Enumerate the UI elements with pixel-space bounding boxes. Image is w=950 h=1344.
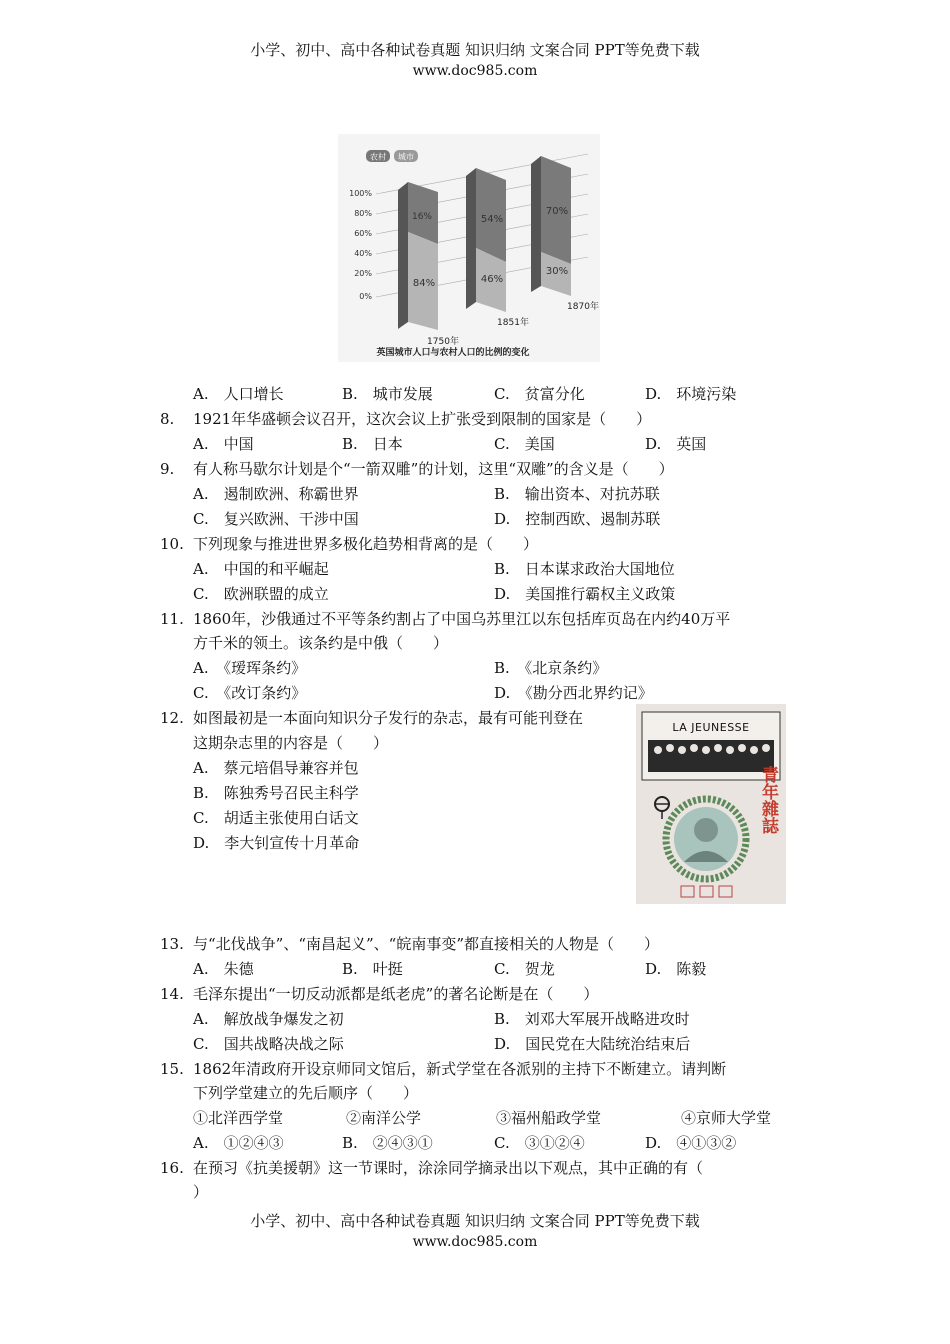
q15-option-d: D. ④①③② [645, 1134, 737, 1152]
cover-title: LA JEUNESSE [672, 721, 750, 734]
q10-option-a: A. 中国的和平崛起 [193, 560, 329, 578]
bar-1750-top-label: 16% [411, 212, 433, 222]
q15-item-4: ④京师大学堂 [681, 1109, 772, 1127]
q12-option-d: D. 李大钊宣传十月革命 [193, 834, 360, 852]
q13-option-c: C. 贺龙 [494, 960, 555, 978]
header-url: www.doc985.com [412, 63, 538, 79]
q9-option-a: A. 遏制欧洲、称霸世界 [193, 485, 359, 503]
q10-option-b: B. 日本谋求政治大国地位 [494, 560, 675, 578]
q12-option-b: B. 陈独秀号召民主科学 [193, 784, 359, 802]
bar-1851-year: 1851年 [497, 318, 529, 328]
q15-item-3: ③福州船政学堂 [496, 1109, 602, 1127]
q11-text-line1: 1860年，沙俄通过不平等条约割占了中国乌苏里江以东包括库页岛在内约40万平 [193, 610, 731, 628]
q7-option-a: A. 人口增长 [193, 385, 284, 403]
q15-text-line2: 下列学堂建立的先后顺序（ ） [193, 1084, 419, 1102]
q11-option-d: D. 《勘分西北界约记》 [494, 684, 653, 702]
bar-1851-bottom-label: 46% [480, 274, 504, 285]
q12-text-line2: 这期杂志里的内容是（ ） [193, 734, 389, 752]
q14-text: 毛泽东提出“一切反动派都是纸老虎”的著名论断是在（ ） [193, 985, 599, 1003]
q13-option-d: D. 陈毅 [645, 960, 707, 978]
ytick-80: 80% [354, 209, 372, 218]
bar-1851-top-label: 54% [480, 214, 504, 225]
q15-option-c: C. ③①②④ [494, 1134, 585, 1152]
q8-option-c: C. 美国 [494, 435, 555, 453]
q9-text: 有人称马歇尔计划是个“一箭双雕”的计划，这里“双雕”的含义是（ ） [193, 460, 674, 478]
ytick-20: 20% [354, 269, 372, 278]
header-line1: 小学、初中、高中各种试卷真题 知识归纳 文案合同 PPT等免费下载 [250, 41, 700, 59]
bar-1870-year: 1870年 [567, 302, 599, 312]
q12-text-line1: 如图最初是一本面向知识分子发行的杂志，最有可能刊登在 [193, 709, 584, 727]
q8-option-a: A. 中国 [193, 435, 254, 453]
q14-option-b: B. 刘邓大军展开战略进攻时 [494, 1010, 690, 1028]
q7-option-c: C. 贫富分化 [494, 385, 585, 403]
cover-portrait-head [694, 818, 718, 842]
q8-number: 8. [160, 410, 175, 428]
q15-text-line1: 1862年清政府开设京师同文馆后，新式学堂在各派别的主持下不断建立。请判断 [193, 1060, 727, 1078]
q9-number: 9. [160, 460, 175, 478]
q15-item-1: ①北洋西学堂 [193, 1109, 284, 1127]
q14-number: 14. [160, 985, 184, 1003]
q8-option-d: D. 英国 [645, 435, 707, 453]
bar-1870-side [531, 156, 541, 292]
q15-option-a: A. ①②④③ [193, 1134, 284, 1152]
q13-option-a: A. 朱德 [193, 960, 254, 978]
q13-number: 13. [160, 935, 184, 953]
legend-rural: 农村 [370, 152, 386, 162]
q8-option-b: B. 日本 [342, 435, 403, 453]
population-ratio-chart [338, 134, 600, 362]
q11-number: 11. [160, 610, 184, 628]
q8-text: 1921年华盛顿会议召开，这次会议上扩张受到限制的国家是（ ） [193, 410, 652, 428]
footer-url: www.doc985.com [412, 1234, 538, 1250]
page-footer [0, 1211, 950, 1253]
q15-item-2: ②南洋公学 [346, 1109, 422, 1127]
q15-number: 15. [160, 1060, 184, 1078]
q12-option-c: C. 胡适主张使用白话文 [193, 809, 359, 827]
ytick-100: 100% [349, 189, 372, 198]
bar-1870-top-label: 70% [545, 206, 569, 217]
chart-caption: 英国城市人口与农村人口的比例的变化 [376, 348, 530, 358]
bar-1750-year: 1750年 [427, 337, 459, 347]
bar-1750-bottom-label: 84% [412, 278, 436, 289]
ytick-40: 40% [354, 249, 372, 258]
cover-side-title: 青年雜誌 [758, 766, 778, 834]
q9-option-c: C. 复兴欧洲、干涉中国 [193, 510, 359, 528]
ytick-0: 0% [359, 292, 372, 301]
q14-option-c: C. 国共战略决战之际 [193, 1035, 344, 1053]
la-jeunesse-magazine-cover [636, 704, 786, 904]
q7-option-d: D. 环境污染 [645, 385, 737, 403]
q10-number: 10. [160, 535, 184, 553]
q9-option-d: D. 控制西欧、遏制苏联 [494, 510, 661, 528]
q16-number: 16. [160, 1159, 184, 1177]
q11-option-a: A. 《瑷珲条约》 [193, 659, 307, 677]
q13-text: 与“北伐战争”、“南昌起义”、“皖南事变”都直接相关的人物是（ ） [193, 935, 660, 953]
q16-text-line1: 在预习《抗美援朝》这一节课时，涂涂同学摘录出以下观点，其中正确的有（ [193, 1159, 704, 1177]
q14-option-a: A. 解放战争爆发之初 [193, 1010, 344, 1028]
page-header [0, 40, 950, 82]
bar-1870-bottom-label: 30% [545, 266, 569, 277]
q10-option-c: C. 欧洲联盟的成立 [193, 585, 329, 603]
q15-option-b: B. ②④③① [342, 1134, 433, 1152]
legend-urban: 城市 [398, 152, 414, 162]
ytick-60: 60% [354, 229, 372, 238]
bar-1851-side [466, 168, 476, 309]
bar-1750-side [398, 182, 408, 329]
q9-option-b: B. 输出资本、对抗苏联 [494, 485, 660, 503]
q12-option-a: A. 蔡元培倡导兼容并包 [193, 759, 359, 777]
footer-line1: 小学、初中、高中各种试卷真题 知识归纳 文案合同 PPT等免费下载 [250, 1212, 700, 1230]
cover-crowd-band [648, 740, 774, 772]
q16-text-line2: ） [193, 1183, 209, 1201]
q10-option-d: D. 美国推行霸权主义政策 [494, 585, 676, 603]
q11-option-c: C. 《改订条约》 [193, 684, 307, 702]
q11-text-line2: 方千米的领土。该条约是中俄（ ） [193, 634, 449, 652]
q7-option-b: B. 城市发展 [342, 385, 433, 403]
q14-option-d: D. 国民党在大陆统治结束后 [494, 1035, 691, 1053]
q10-text: 下列现象与推进世界多极化趋势相背离的是（ ） [193, 535, 539, 553]
q12-number: 12. [160, 709, 184, 727]
q13-option-b: B. 叶挺 [342, 960, 403, 978]
q11-option-b: B. 《北京条约》 [494, 659, 608, 677]
